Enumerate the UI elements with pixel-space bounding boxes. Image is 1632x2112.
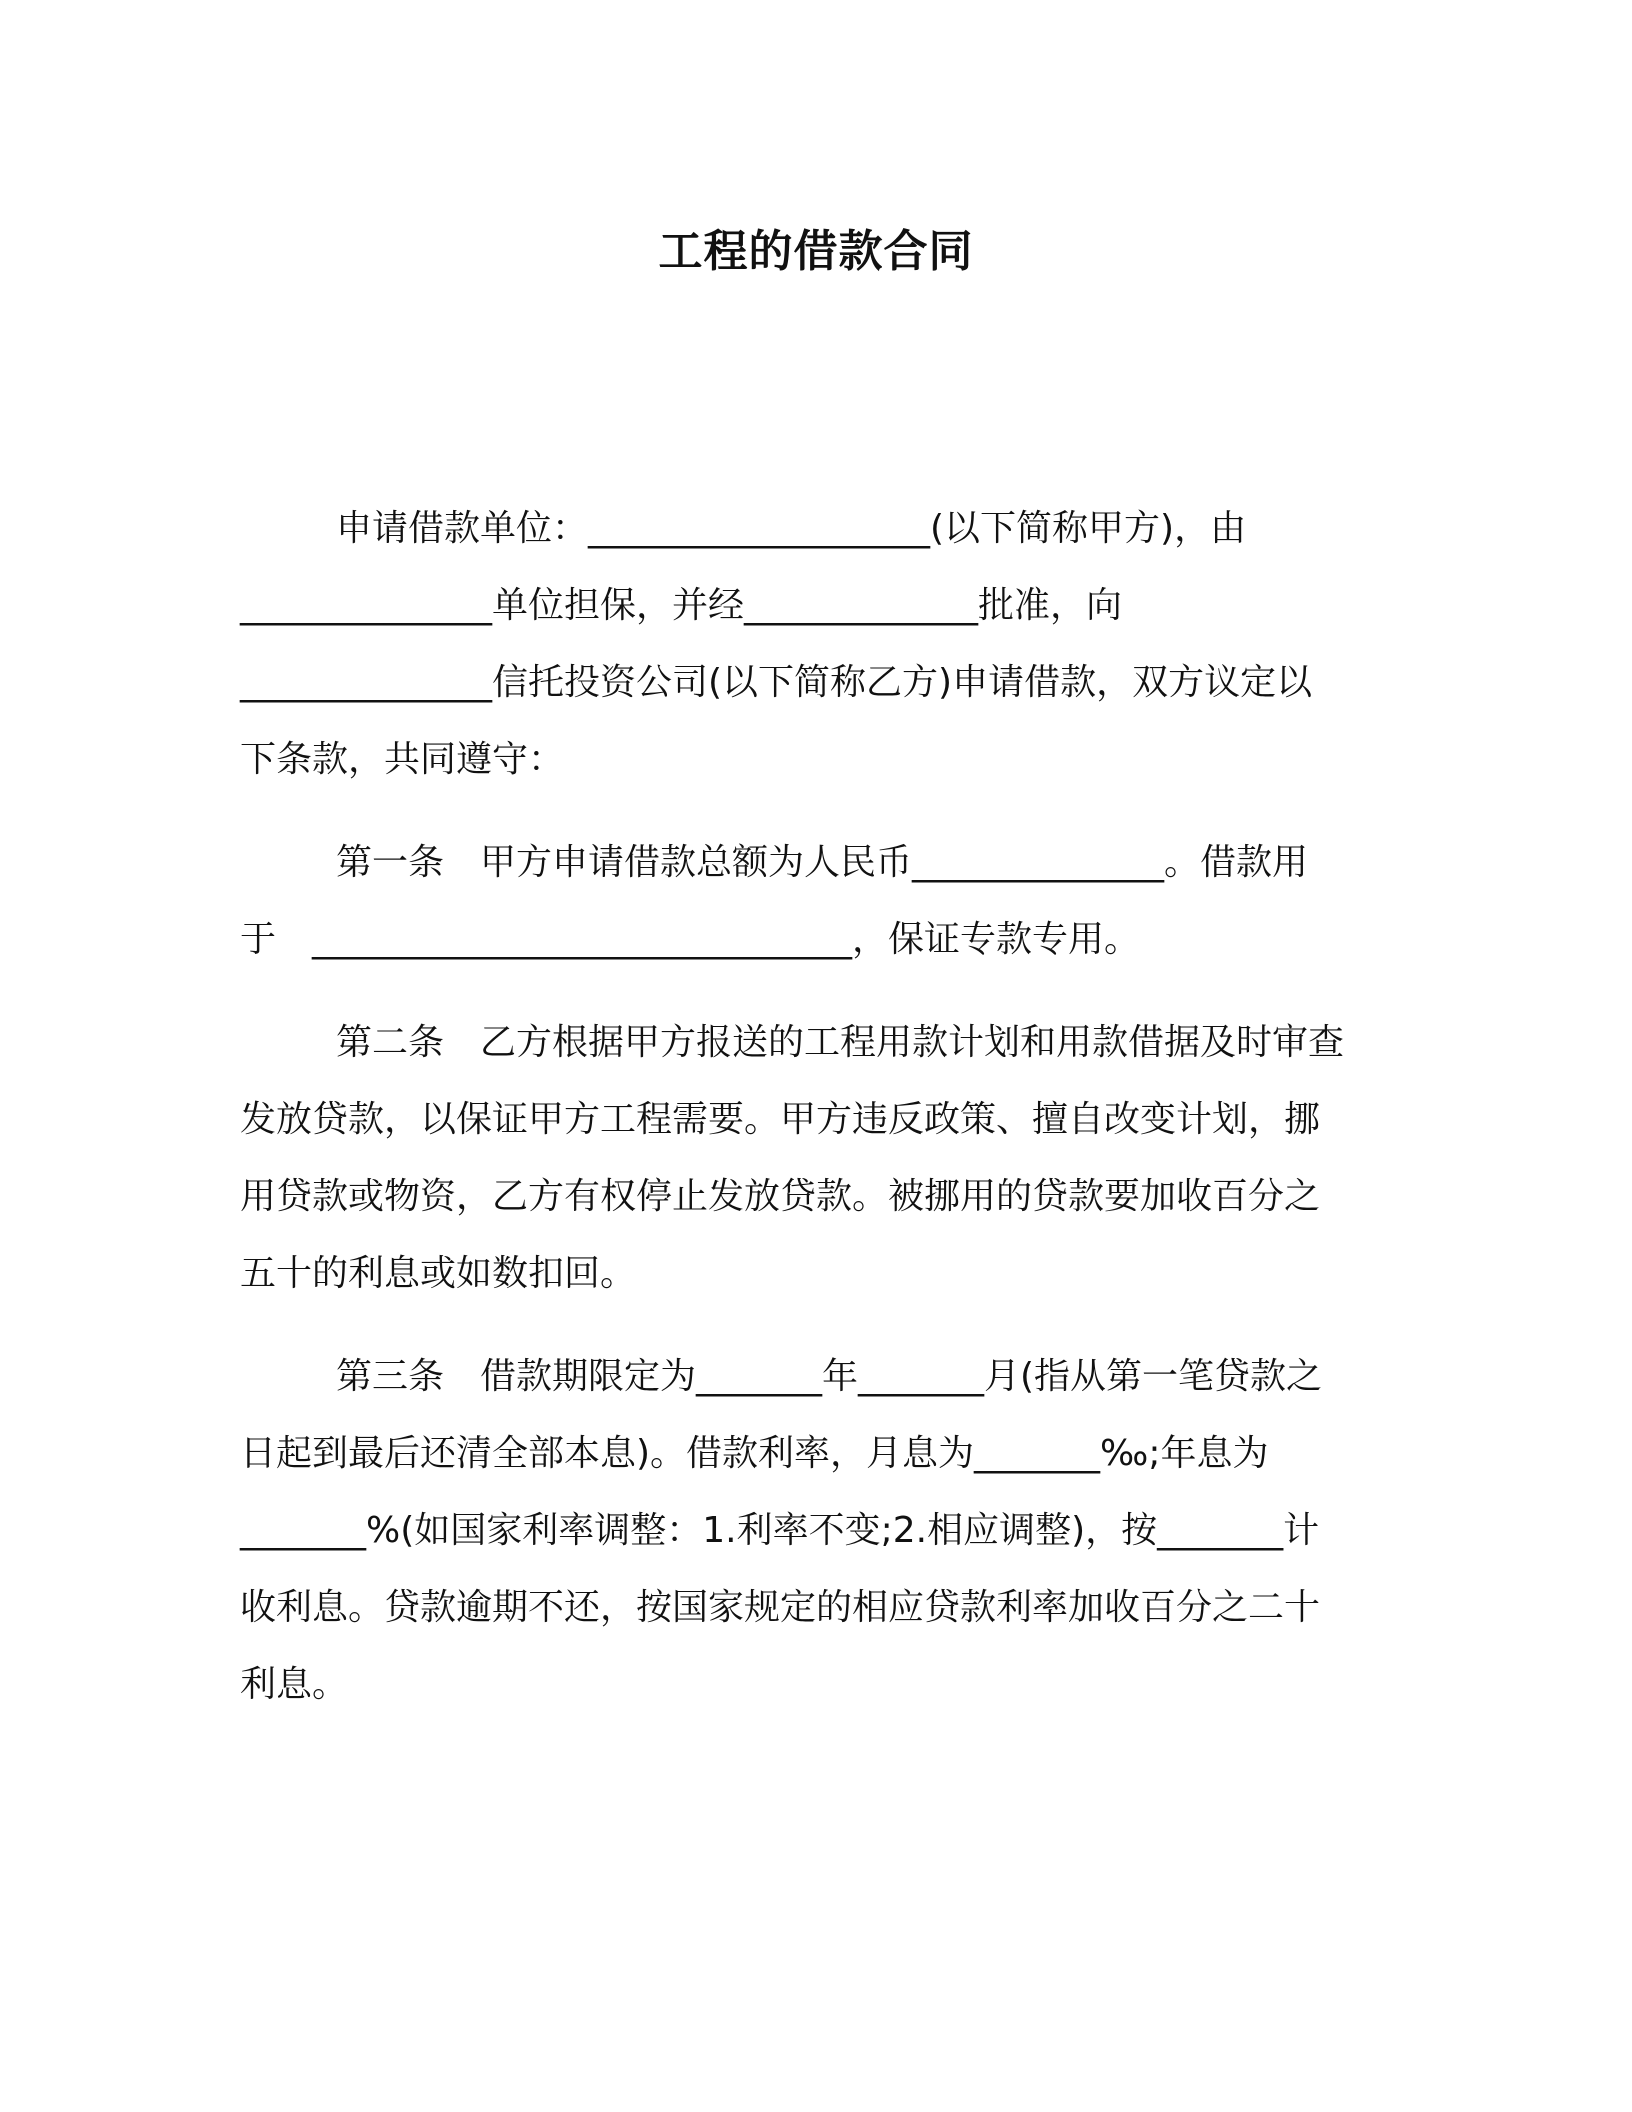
document-title: 工程的借款合同: [658, 226, 974, 277]
paragraph-line: 第三条 借款期限定为_______年_______月(指从第一笔贷款之: [336, 1356, 1323, 1397]
paragraph-line: 日起到最后还清全部本息)。借款利率，月息为_______‰;年息为: [240, 1433, 1269, 1474]
paragraph-line: 五十的利息或如数扣回。: [240, 1253, 637, 1294]
document-body: [240, 490, 1392, 1723]
paragraph-line: 用贷款或物资，乙方有权停止发放贷款。被挪用的贷款要加收百分之: [240, 1176, 1321, 1217]
paragraph-article-1: [240, 824, 1392, 978]
paragraph-article-3: [240, 1338, 1392, 1723]
paragraph-line: ______________信托投资公司(以下简称乙方)申请借款，双方议定以: [240, 662, 1313, 703]
paragraph-line: 下条款，共同遵守：: [240, 739, 565, 780]
paragraph-line: 利息。: [240, 1664, 349, 1705]
paragraph-line: 于 ______________________________，保证专款专用。: [240, 919, 1141, 960]
paragraph-line: 第二条 乙方根据甲方报送的工程用款计划和用款借据及时审查: [336, 1022, 1345, 1063]
paragraph-line: _______%(如国家利率调整：1.利率不变;2.相应调整)，按_______计: [240, 1510, 1320, 1551]
paragraph-line: 申请借款单位：___________________(以下简称甲方)，由: [336, 508, 1247, 549]
paragraph-line: 收利息。贷款逾期不还，按国家规定的相应贷款利率加收百分之二十: [240, 1587, 1321, 1628]
paragraph-applicant: [240, 490, 1392, 798]
paragraph-line: 第一条 甲方申请借款总额为人民币______________。借款用: [336, 842, 1309, 883]
paragraph-article-2: [240, 1004, 1392, 1312]
paragraph-line: ______________单位担保，并经_____________批准，向: [240, 585, 1123, 626]
paragraph-line: 发放贷款，以保证甲方工程需要。甲方违反政策、擅自改变计划，挪: [240, 1099, 1321, 1140]
